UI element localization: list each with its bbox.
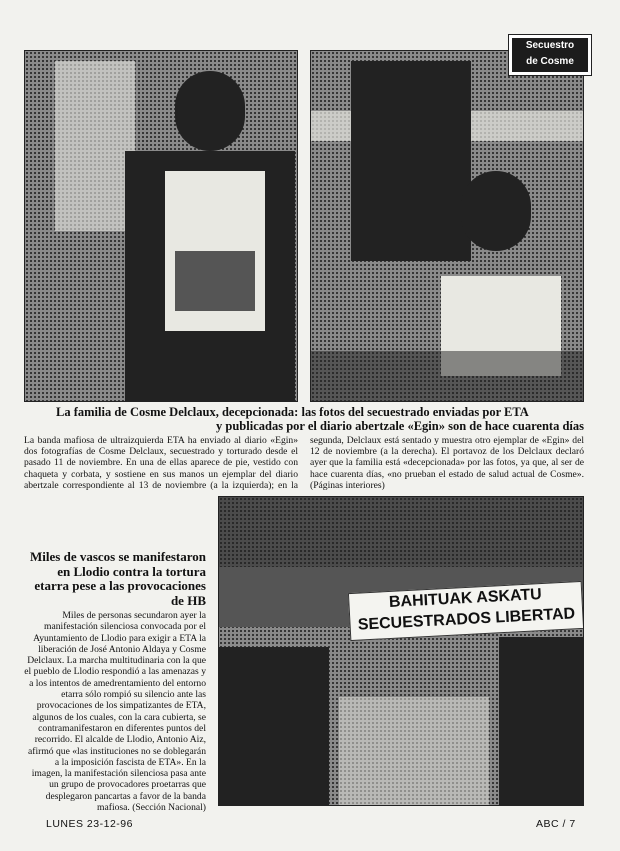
photo-llodio-march: [218, 496, 584, 806]
story-headline: Miles de vascos se manifestaron en Llodio contra la tortura etarra pese a las provocaciones de HB: [30, 549, 206, 608]
section-tag-line2: de Cosme: [526, 56, 574, 67]
section-tag-line1: Secuestro: [525, 40, 575, 51]
story-body: Miles de personas secundaron ayer la manifestación silenciosa convocada por el Ayuntamiento de Llodio para exigir a ETA la liberación de José Antonio Aldaya y Cosme Delclaux. La marcha multitudinaria con la que el pueblo de Llodio respondió a las amenazas y a los intentos de amedrentamiento del entorno etarra sólo rompió su silencio ante las provocaciones de los simpatizantes de ETA, algunos de los cuales, con la cara cubierta, se contramanifestaron en diferentes puntos del recorrido. El alcalde de Llodio, Antonio Aiz, afirmó que «las instituciones no se doblegarán a la imposición fascista de ETA». En la imagen, la manifestación silenciosa pasa ante un grupo de provocadores proetarras que desplegaron pancartas a favor de la banda mafiosa. (Sección Nacional): [24, 610, 206, 814]
photo-cosme-seated: [310, 50, 584, 402]
caption-title-line1: La familia de Cosme Delclaux, decepcionada: las fotos del secuestrado enviadas por ETA: [56, 405, 529, 419]
footer-page-number: ABC / 7: [536, 818, 576, 830]
footer-date: LUNES 23-12-96: [46, 818, 133, 830]
photo-caption-body: La banda mafiosa de ultraizquierda ETA ha enviado al diario «Egin» dos fotografías de Cosme Delclaux, secuestrado y torturado desde el pasado 11 de noviembre. En una de ellas aparece de pie, vestido con chaqueta y corbata, y sostiene en sus manos un ejemplar del diario abertzale correspondiente al 13 de noviembre (a la izquierda); en la segunda, Delclaux está sentado y muestra otro ejemplar de «Egin» del 12 de noviembre (a la derecha). El portavoz de los Delclaux declaró ayer que la familia está «decepcionada» por las fotos, ya que, al ser de hace cuarenta días, «no prueban el estado de salud actual de Cosme». (Páginas interiores): [24, 435, 584, 491]
caption-title-line2: y publicadas por el diario abertzale «Egin» son de hace cuarenta días: [216, 419, 584, 433]
banner-line2: SECUESTRADOS LIBERTAD: [357, 605, 576, 634]
banner-line1: BAHITUAK ASKATU: [388, 586, 543, 612]
photo-caption-title: [56, 405, 584, 433]
photo-cosme-standing: [24, 50, 298, 402]
section-tag: [508, 34, 592, 76]
